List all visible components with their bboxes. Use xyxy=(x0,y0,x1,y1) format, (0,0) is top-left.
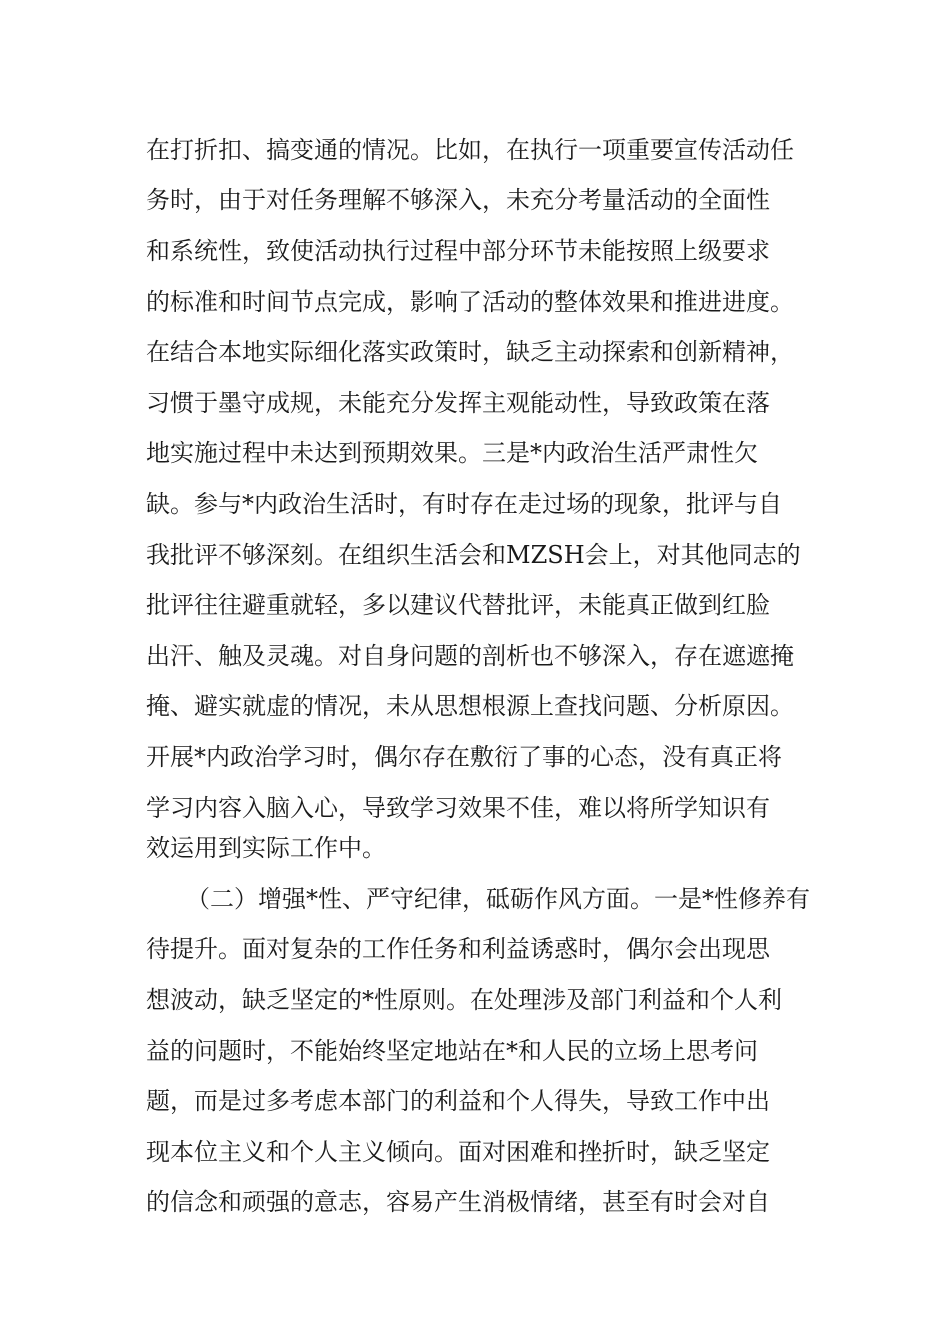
text-line: 批评往往避重就轻，多以建议代替批评，未能真正做到红脸 xyxy=(146,591,770,619)
text-line: 和系统性，致使活动执行过程中部分环节未能按照上级要求 xyxy=(146,237,770,265)
text-line: 务时，由于对任务理解不够深入，未充分考量活动的全面性 xyxy=(146,186,770,214)
text-line: 出汗、触及灵魂。对自身问题的剖析也不够深入，存在遮遮掩 xyxy=(146,642,794,670)
text-line: 在打折扣、搞变通的情况。比如，在执行一项重要宣传活动任 xyxy=(146,136,794,164)
text-line: 缺。参与*内政治生活时，有时存在走过场的现象，批评与自 xyxy=(146,490,782,518)
text-line: 我批评不够深刻。在组织生活会和MZSH会上，对其他同志的 xyxy=(146,541,801,569)
text-line: 学习内容入脑入心，导致学习效果不佳，难以将所学知识有 xyxy=(146,794,770,822)
text-line: 现本位主义和个人主义倾向。面对困难和挫折时，缺乏坚定 xyxy=(146,1138,770,1166)
text-line: 开展*内政治学习时，偶尔存在敷衍了事的心态，没有真正将 xyxy=(146,743,782,771)
text-line: （二）增强*性、严守纪律，砥砺作风方面。一是*性修养有 xyxy=(186,885,810,913)
text-line: 题，而是过多考虑本部门的利益和个人得失，导致工作中出 xyxy=(146,1087,770,1115)
text-line: 想波动，缺乏坚定的*性原则。在处理涉及部门利益和个人利 xyxy=(146,986,782,1014)
text-line: 效运用到实际工作中。 xyxy=(146,834,386,862)
text-line: 地实施过程中未达到预期效果。三是*内政治生活严肃性欠 xyxy=(146,439,758,467)
text-line: 的标准和时间节点完成，影响了活动的整体效果和推进进度。 xyxy=(146,288,794,316)
text-line: 习惯于墨守成规，未能充分发挥主观能动性，导致政策在落 xyxy=(146,389,770,417)
text-line: 在结合本地实际细化落实政策时，缺乏主动探索和创新精神， xyxy=(146,338,794,366)
text-line: 益的问题时，不能始终坚定地站在*和人民的立场上思考问 xyxy=(146,1037,758,1065)
text-line: 待提升。面对复杂的工作任务和利益诱惑时，偶尔会出现思 xyxy=(146,935,770,963)
text-line: 掩、避实就虚的情况，未从思想根源上查找问题、分析原因。 xyxy=(146,692,794,720)
text-line: 的信念和顽强的意志，容易产生消极情绪，甚至有时会对自 xyxy=(146,1188,770,1216)
